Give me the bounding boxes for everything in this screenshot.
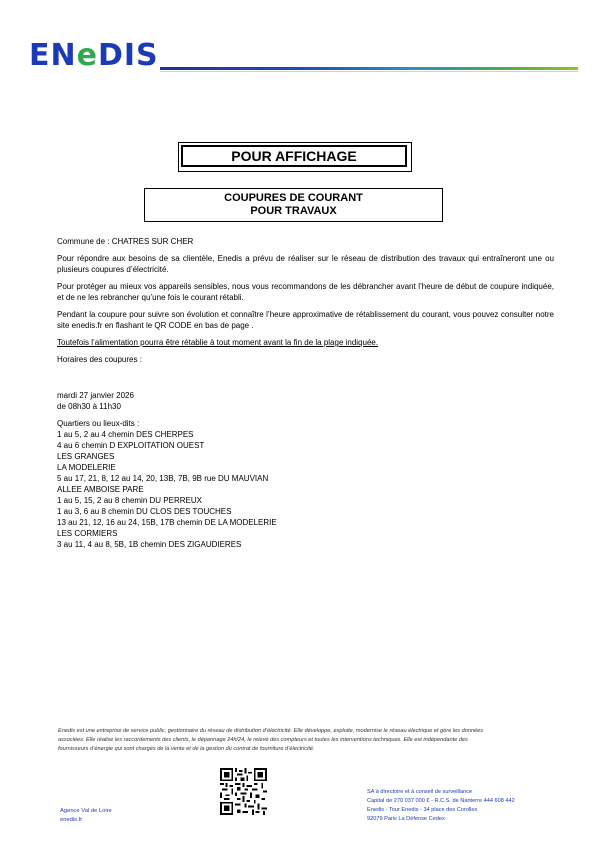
outage-date: mardi 27 janvier 2026 [57,391,134,400]
notice-subtitle-line1: COUPURES DE COURANT [224,192,363,204]
company-line: Enedis - Tour Enedis - 34 place des Corolles [367,807,478,813]
restoration-warning: Toutefois l’alimentation pourra être rétablie à tout moment avant la fin de la plage indiquée. [57,338,379,347]
place-item: LES CORMIERS [57,529,118,538]
place-item: ALLEE AMBOISE PARE [57,485,144,494]
place-item: 1 au 3, 6 au 8 chemin DU CLOS DES TOUCHES [57,507,232,516]
commune: Commune de : CHATRES SUR CHER [57,237,194,246]
company-line: 92079 Paris La Défense Cedex [367,816,445,822]
legal-line: fournisseurs d’énergie qui sont chargés de la vente et de la gestion du contrat de fourniture d’électricité. [58,746,315,752]
legal-line: Enedis est une entreprise de service public, gestionnaire du réseau de distribution d’électricité. Elle développe, exploite, modernise le réseau électrique et gère les données [58,728,484,734]
schedule-label: Horaires des coupures : [57,355,142,364]
qr-code-icon[interactable] [220,768,267,815]
outage-time: de 08h30 à 11h30 [57,402,121,411]
place-item: 4 au 6 chemin D EXPLOITATION OUEST [57,441,205,450]
enedis-logo [29,40,159,72]
company-line: Capital de 270 037 000 € - R.C.S. de Nanterre 444 608 442 [367,798,515,804]
places-list [57,429,554,550]
paragraph-intro: Pour répondre aux besoins de sa clientèle, Enedis a prévu de réaliser sur le réseau de distribution des travaux qui entraîneront une ou plusieurs coupures d’électricité. [57,254,554,274]
legal-line: associées. Elle réalise les raccordements des clients, le dépannage 24h/24, le relevé des compteurs et toutes les interventions techniques. Elle est indépendante des [58,737,468,743]
notice-subtitle-box [144,188,443,222]
places-label: Quartiers ou lieux-dits : [57,419,140,428]
header-divider [160,71,578,72]
paragraph-tracking: Pendant la coupure pour suivre son évolution et connaître l’heure approximative de rétablissement du courant, vous pouvez consulter notre site enedis.fr en flashant le QR CODE en bas de page . [57,310,554,330]
agency-info [60,807,112,825]
legal-notice [58,727,538,754]
place-item: 3 au 11, 4 au 8, 5B, 1B chemin DES ZIGAUDIERES [57,540,242,549]
notice-content [57,236,554,550]
place-item: LA MODELERIE [57,463,116,472]
place-item: 1 au 5, 15, 2 au 8 chemin DU PERREUX [57,496,202,505]
place-item: 13 au 21, 12, 16 au 24, 15B, 17B chemin DE LA MODELERIE [57,518,277,527]
logo-text: ENeDIS [29,38,159,73]
company-line: SA à directoire et à conseil de surveillance [367,789,473,795]
place-item: 1 au 5, 2 au 4 chemin DES CHERPES [57,430,194,439]
notice-subtitle-line2: POUR TRAVAUX [250,205,337,217]
agency-name: Agence Val de Loire [60,808,112,814]
paragraph-protection: Pour protéger au mieux vos appareils sensibles, nous vous recommandons de les débrancher avant l’heure de début de coupure indiquée, et de ne les rebrancher qu’une fois le courant rétabli. [57,282,554,302]
place-item: LES GRANGES [57,452,115,461]
agency-site-link[interactable]: enedis.fr [60,817,83,823]
company-info [367,788,515,824]
header-gradient-line [160,67,578,70]
place-item: 5 au 17, 21, 8, 12 au 14, 20, 13B, 7B, 9B rue DU MAUVIAN [57,474,269,483]
notice-title: POUR AFFICHAGE [181,145,407,167]
